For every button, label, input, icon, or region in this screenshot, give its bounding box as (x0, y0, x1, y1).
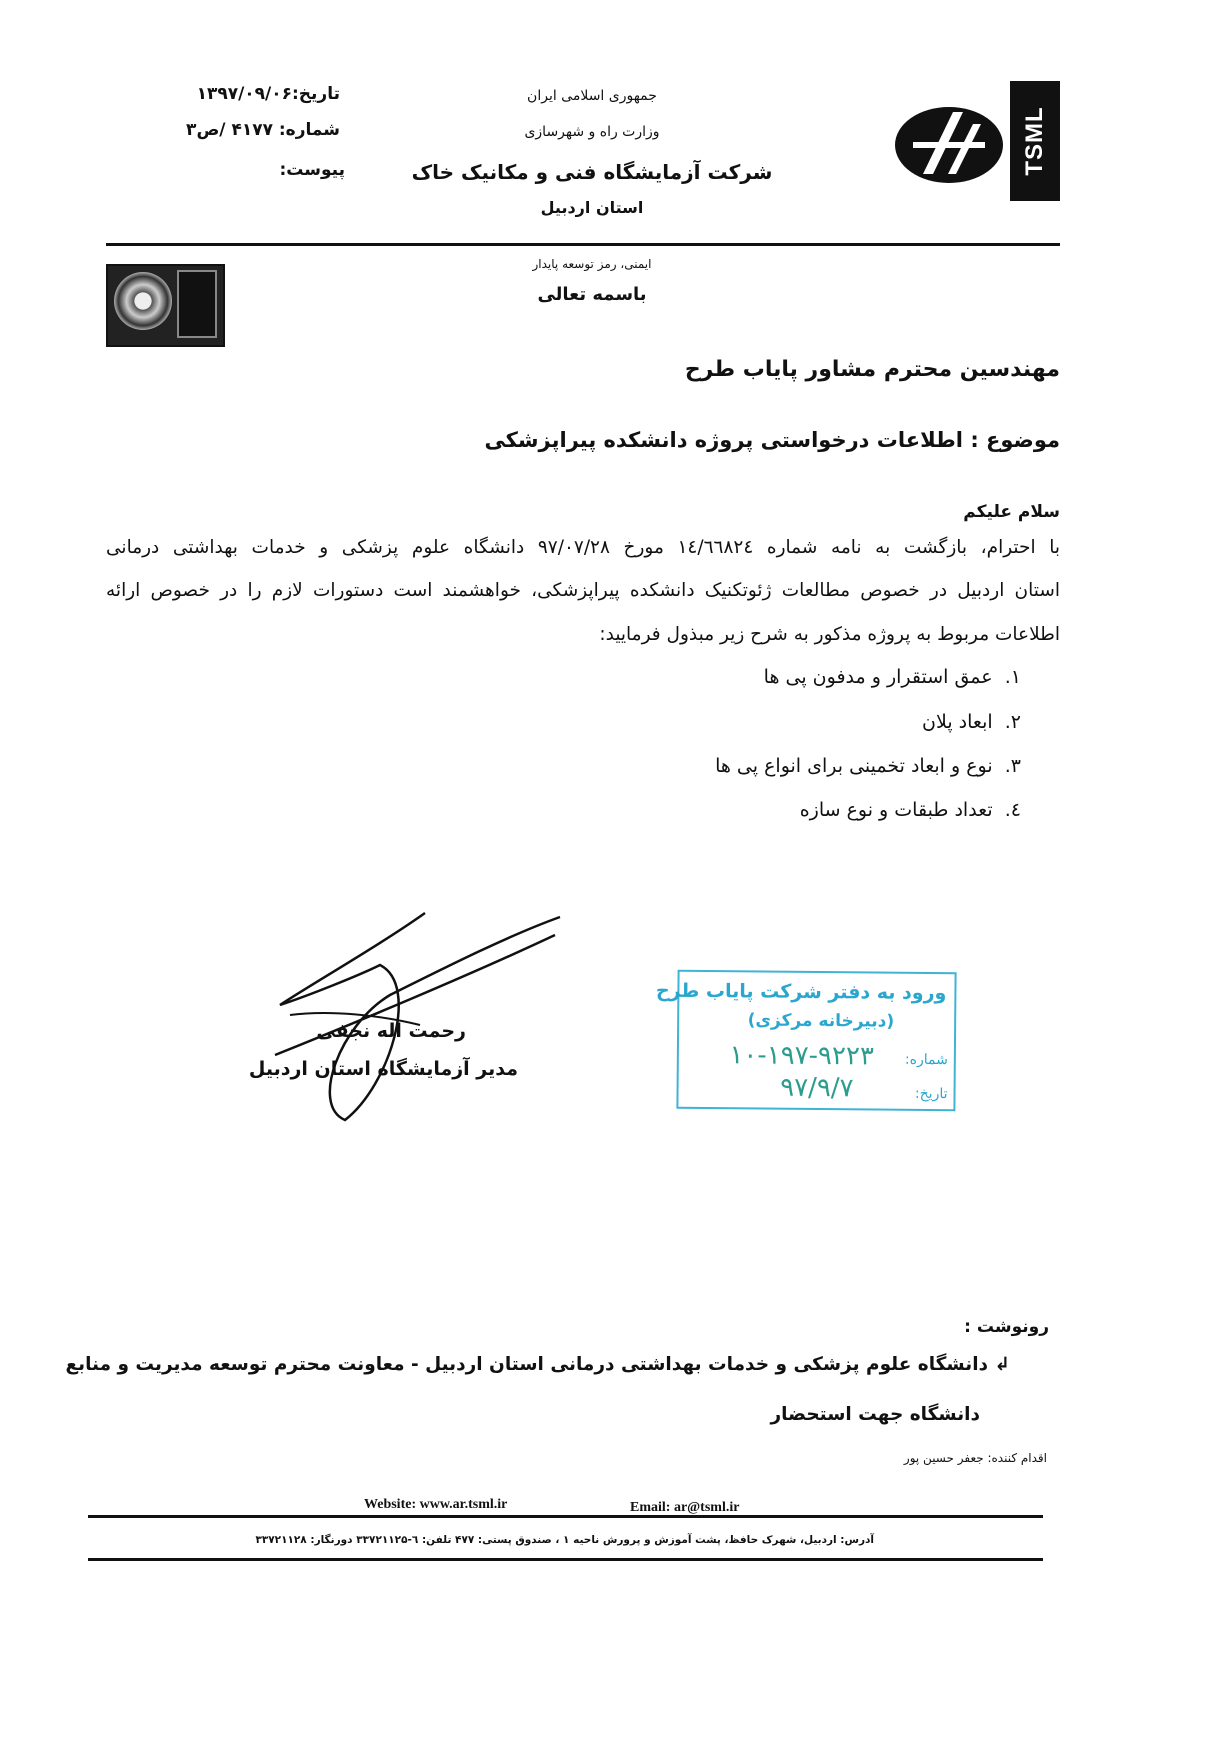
number-field (186, 120, 340, 140)
header-line-republic: جمهوری اسلامی ایران (527, 88, 657, 104)
signer-name: رحمت اله نجفی (316, 1020, 466, 1042)
header-divider (106, 243, 1060, 246)
stamp-date-label: تاریخ: (914, 1085, 948, 1103)
list-item: ۱. عمق استقرار و مدفون پی ها (763, 666, 1021, 688)
cc-line-continued: دانشگاه جهت استحضار (770, 1404, 980, 1425)
emblem-image (106, 264, 225, 347)
stamp-number-label: شماره: (904, 1051, 948, 1069)
header-line-ministry: وزارت راه و شهرسازی (524, 124, 660, 140)
cc-label: رونوشت : (964, 1317, 1049, 1337)
motto: ایمنی، رمز توسعه پایدار (532, 257, 652, 271)
date-label: تاریخ: (292, 84, 340, 104)
signer-title: مدیر آزمایشگاه استان اردبیل (248, 1058, 518, 1080)
number-value: ۴۱۷۷ /ص۳ (186, 120, 273, 140)
cc-line: ↲ دانشگاه علوم پزشکی و خدمات بهداشتی درمانی استان اردبیل - معاونت محترم توسعه مدیریت و منابع (65, 1354, 1010, 1375)
header-province: استان اردبیل (540, 198, 644, 217)
company-logo-icon (893, 104, 1005, 186)
body-line: با احترام، بازگشت به نامه شماره ۱٤/٦٦٨٢٤ مورخ ۹۷/۰۷/۲۸ دانشگاه علوم پزشکی و خدمات بهداشتی درمانی (106, 537, 1060, 558)
footer-website: Website: www.ar.tsml.ir (364, 1497, 508, 1512)
addressee: مهندسین محترم مشاور پایاب طرح (684, 357, 1060, 382)
footer-divider-bottom (88, 1558, 1043, 1561)
arrow-icon: ↲ (988, 1354, 1010, 1375)
list-item: ۲. ابعاد پلان (922, 711, 1021, 733)
body-line: استان اردبیل در خصوص مطالعات ژئوتکنیک دانشکده پیراپزشکی، خواهشمند است دستورات لازم را در خصوص ارائه (106, 580, 1060, 601)
receipt-stamp (655, 970, 956, 1111)
stamp-subtitle: (دبیرخانه مرکزی) (747, 1010, 895, 1032)
footer-email: Email: ar@tsml.ir (630, 1500, 740, 1515)
stamp-date-value: ۹۷/۹/۷ (780, 1072, 854, 1104)
attachment-label: پیوست: (279, 160, 345, 180)
footer-divider-top (88, 1515, 1043, 1518)
list-item: ٤. تعداد طبقات و نوع سازه (799, 799, 1021, 821)
body-line: اطلاعات مربوط به پروژه مذکور به شرح زیر مبذول فرمایید: (599, 624, 1060, 645)
signature-scribble-icon (270, 905, 570, 1125)
header-company-name: شرکت آزمایشگاه فنی و مکانیک خاک (411, 160, 773, 184)
date-value: ۱۳۹۷/۰۹/۰۶ (196, 84, 292, 104)
list-item: ۳. نوع و ابعاد تخمینی برای انواع پی ها (715, 755, 1021, 777)
subject: موضوع : اطلاعات درخواستی پروژه دانشکده پیراپزشکی (484, 428, 1060, 452)
date-field (197, 84, 340, 104)
stamp-title: ورود به دفتر شرکت پایاب طرح (655, 979, 947, 1005)
footer-address: آدرس: اردبیل، شهرک حافظ، پشت آموزش و پرورش ناحیه ۱ ، صندوق پستی: ۴۷۷ تلفن: ٦-۳۳۷۲۱۱۲۵ دورنگار: ۳۳۷۲۱۱۲۸ (255, 1534, 874, 1546)
stamp-number-value: ۱۰-۱۹۷-۹۲۲۳ (729, 1040, 874, 1072)
greeting: سلام علیکم (963, 502, 1060, 522)
tsml-logo: TSML (1010, 81, 1060, 201)
action-by: اقدام کننده: جعفر حسین پور (903, 1451, 1047, 1465)
invocation: باسمه تعالی (537, 284, 647, 305)
number-label: شماره: (278, 120, 340, 140)
